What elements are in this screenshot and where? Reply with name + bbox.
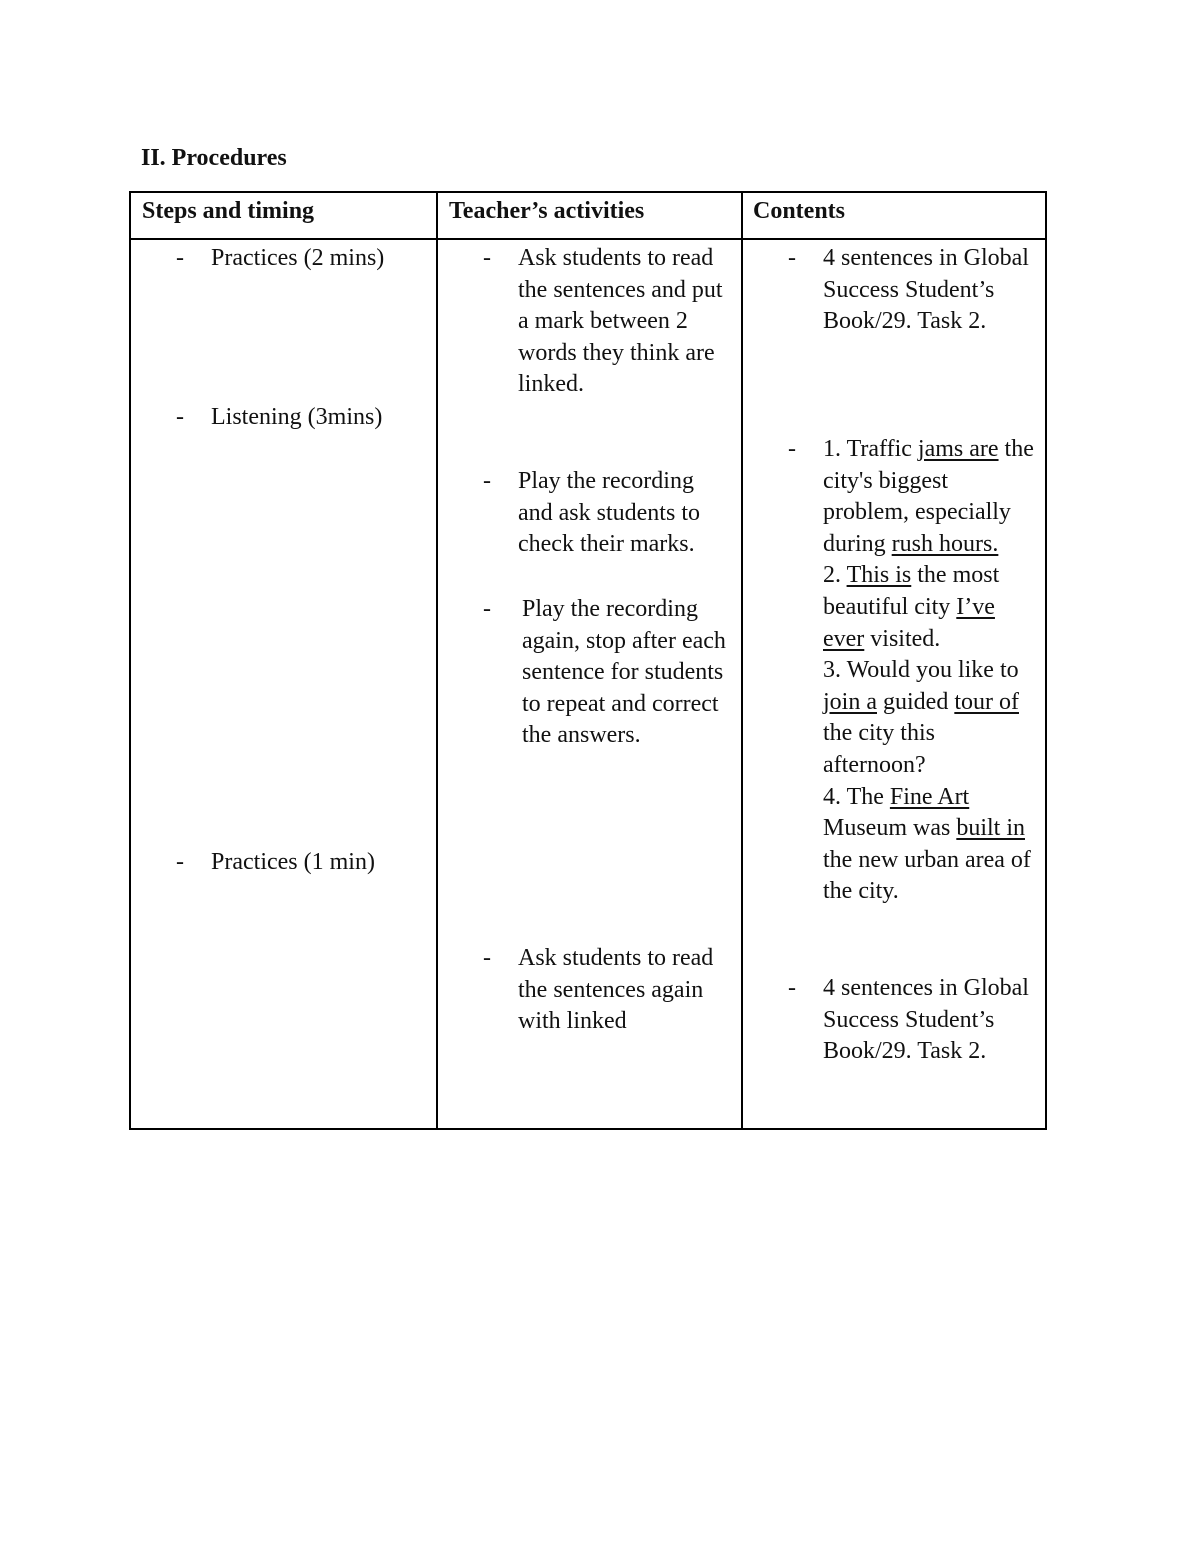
activity-text: Play the recording again, stop after each sentence for students to repeat and correct the answers. [522,596,726,749]
linked-words: tour of [954,688,1019,715]
header-steps-and-timing: Steps and timing [142,198,315,224]
bullet-dash: - [176,245,184,271]
activity-text: Ask students to read the sentences and put a mark between 2 words they think are linked. [518,245,723,398]
activity-text: Play the recording and ask students to check their marks. [518,468,700,558]
column-divider [436,193,438,1128]
header-contents: Contents [753,198,846,224]
linked-words: This is [846,562,912,589]
procedures-table [129,191,1047,1130]
bullet-dash: - [788,975,796,1001]
bullet-dash: - [788,245,796,271]
bullet-dash: - [788,436,796,462]
step-label: Practices (2 mins) [211,245,385,271]
example-sentence-2: 2. This is the most beautiful city I’ve ever visited. [823,562,1000,652]
step-label: Practices (1 min) [211,849,375,875]
example-sentences [823,434,1038,908]
linked-words: I’ve ever [823,593,995,652]
bullet-dash: - [176,404,184,430]
bullet-dash: - [176,849,184,875]
step-label: Listening (3mins) [211,404,383,430]
header-divider [131,238,1045,240]
linked-words: jams are [917,436,999,462]
header-teachers-activities: Teacher’s activities [449,198,645,224]
example-sentence-3: 3. Would you like to join a guided tour of the city this afternoon? [823,657,1019,778]
bullet-dash: - [483,945,491,971]
example-sentence-4: 4. The Fine Art Museum was built in the new urban area of the city. [823,783,1031,905]
bullet-dash: - [483,468,491,494]
linked-words: rush hours. [891,530,999,557]
linked-words: join a [823,688,877,715]
bullet-dash: - [483,245,491,271]
linked-words: built in [956,815,1025,842]
activity-text: Ask students to read the sentences again with linked [518,945,714,1035]
example-sentence-1: 1. Traffic jams are the city's biggest problem, especially during rush hours. [823,436,1034,557]
linked-words: Fine Art [889,783,970,810]
content-reference: 4 sentences in Global Success Student’s Book/29. Task 2. [823,245,1029,335]
bullet-dash: - [483,596,491,622]
content-reference: 4 sentences in Global Success Student’s Book/29. Task 2. [823,975,1029,1065]
column-divider [741,193,743,1128]
section-heading: II. Procedures [141,145,287,171]
